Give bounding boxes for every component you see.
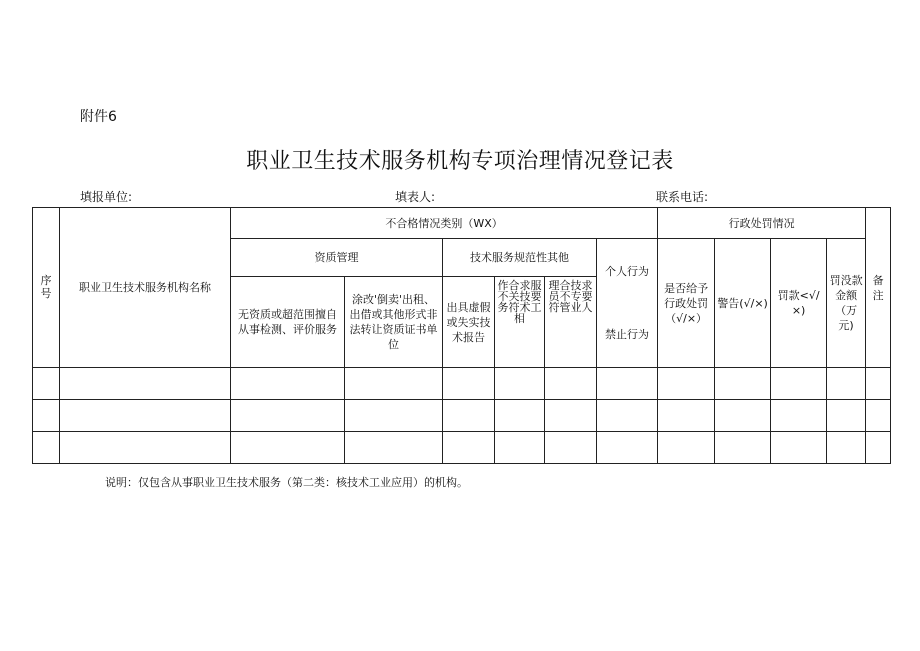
table-cell[interactable] [443,368,495,400]
table-cell[interactable] [545,400,597,432]
table-cell[interactable] [597,400,658,432]
table-cell[interactable] [231,400,345,432]
table-cell[interactable] [597,368,658,400]
table-cell[interactable] [60,368,231,400]
table-cell[interactable] [231,368,345,400]
header-penalty-given: 是否给予行政处罚（√/×） [658,239,715,368]
form-filler-label: 填表人: [395,190,436,204]
table-cell[interactable] [443,432,495,464]
header-row-1 [33,208,891,239]
header-personal-behavior: 个人行为 [605,265,650,278]
table-cell[interactable] [715,432,771,464]
table-row [33,368,891,400]
header-noncompliance-group: 不合格情况类别（WX） [231,208,658,239]
header-service-process: 作合求服不关技要务符术工相 [495,277,545,368]
table-cell[interactable] [715,368,771,400]
header-tech-service: 技术服务规范性其他 [443,239,597,277]
table-cell[interactable] [345,368,443,400]
header-false-report: 出具虚假或失实技术报告 [443,277,495,368]
header-remarks: 备注 [866,208,891,368]
page-title: 职业卫生技术服务机构专项治理情况登记表 [246,149,674,174]
table-cell[interactable] [33,368,60,400]
table-row [33,400,891,432]
header-admin-penalty-group: 行政处罚情况 [658,208,866,239]
table-cell[interactable] [771,400,827,432]
table-cell[interactable] [33,400,60,432]
table-cell[interactable] [545,368,597,400]
header-org-name: 职业卫生技术服务机构名称 [60,208,231,368]
table-row [33,432,891,464]
table-cell[interactable] [345,432,443,464]
table-cell[interactable] [827,368,866,400]
table-cell[interactable] [866,432,891,464]
contact-phone-label: 联系电话: [656,190,709,204]
table-cell[interactable] [827,432,866,464]
registration-table [32,207,891,464]
table-cell[interactable] [771,432,827,464]
header-prohibited: 禁止行为 [605,328,650,341]
table-cell[interactable] [33,432,60,464]
header-no-qualification: 无资质或超范围擅自从事检测、评价服务 [231,277,345,368]
table-cell[interactable] [60,432,231,464]
table-cell[interactable] [60,400,231,432]
header-seq: 序号 [33,208,60,368]
table-cell[interactable] [771,368,827,400]
table-cell[interactable] [658,432,715,464]
table-cell[interactable] [597,432,658,464]
table-cell[interactable] [827,400,866,432]
header-confiscation: 罚没款金额（万元) [827,239,866,368]
table-cell[interactable] [345,400,443,432]
header-personal-prohibited [597,239,658,368]
table-cell[interactable] [658,368,715,400]
attachment-label: 附件6 [80,109,117,125]
header-warning: 警告(√/×) [715,239,771,368]
header-qualification-mgmt: 资质管理 [231,239,443,277]
header-fine: 罚款<√/×) [771,239,827,368]
table-cell[interactable] [495,432,545,464]
footnote: 说明：仅包含从事职业卫生技术服务（第二类：核技术工业应用）的机构。 [105,476,468,489]
table-cell[interactable] [866,400,891,432]
table-cell[interactable] [545,432,597,464]
reporting-unit-label: 填报单位: [80,190,133,204]
header-alter-qualification: 涂改'倒卖'出租、出借或其他形式非法转让资质证书单位 [345,277,443,368]
header-staff-mgmt: 理合技求员不专要符管业人 [545,277,597,368]
table-cell[interactable] [866,368,891,400]
table-cell[interactable] [658,400,715,432]
table-cell[interactable] [715,400,771,432]
table-cell[interactable] [495,368,545,400]
table-cell[interactable] [495,400,545,432]
table-cell[interactable] [443,400,495,432]
table-cell[interactable] [231,432,345,464]
